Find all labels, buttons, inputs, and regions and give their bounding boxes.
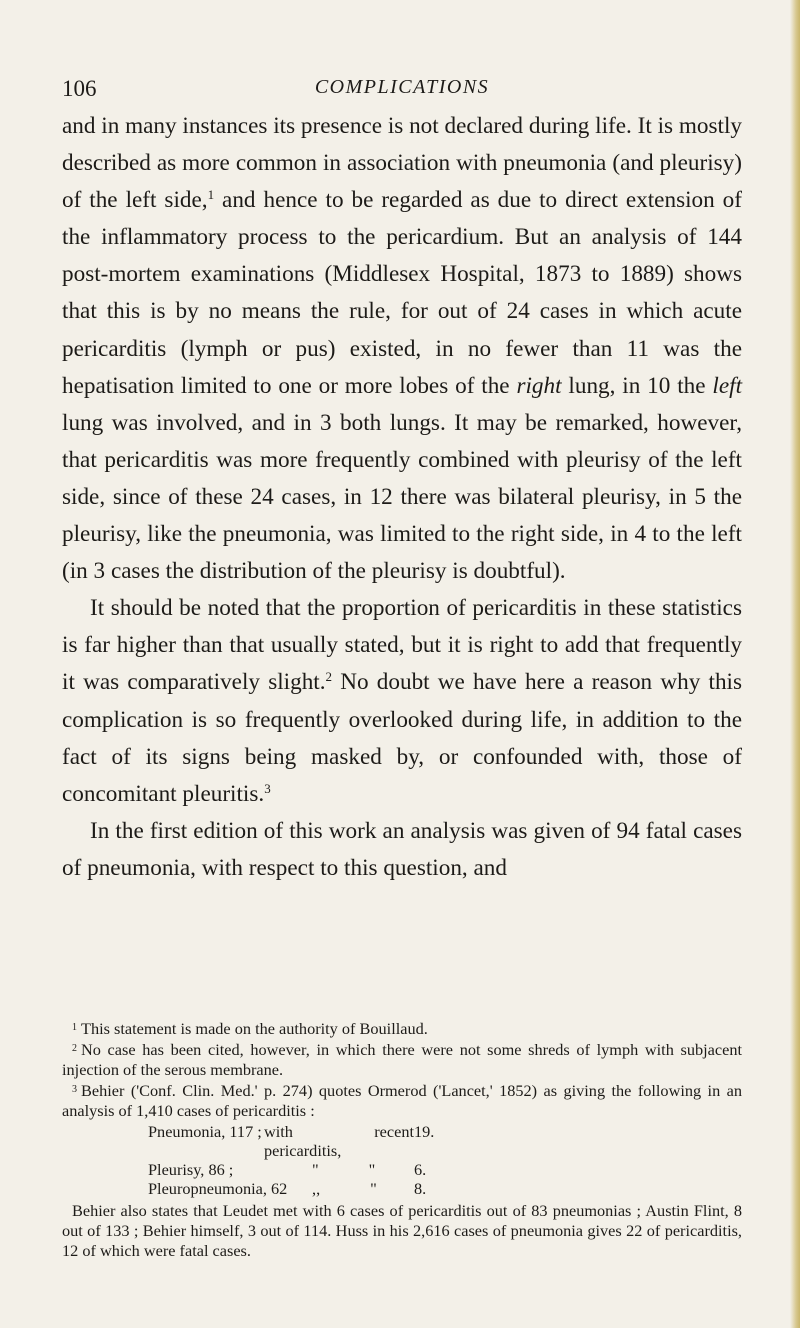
pericarditis-stats-table bbox=[148, 1122, 508, 1198]
paragraph-2 bbox=[62, 590, 742, 813]
stats-qualifier bbox=[264, 1160, 414, 1179]
emphasis-left: left bbox=[712, 372, 743, 399]
stats-row bbox=[148, 1160, 508, 1179]
footnote-1-mark: 1 bbox=[72, 1022, 77, 1033]
footnote-1 bbox=[62, 1018, 742, 1039]
stats-label: Pneumonia, 117 ; bbox=[148, 1122, 262, 1141]
stats-label: Pleuropneumonia, 62 bbox=[148, 1179, 288, 1198]
ditto-mark: " bbox=[368, 1160, 376, 1179]
stats-row bbox=[148, 1179, 508, 1198]
paragraph-1-text-d: lung was involved, and in 3 both lungs. It may be remarked, however, that pericarditis was more frequently combined with pleurisy of the left side, since of these 24 cases, in 12 there was bilateral pleurisy, in 5 the pleurisy, like the pneumonia, was limited to the right side, in 4 to the left (in 3 cases the distribution of the pleurisy is doubtful). bbox=[62, 409, 742, 585]
paragraph-1 bbox=[62, 108, 742, 590]
footnote-3 bbox=[62, 1080, 742, 1121]
ditto-mark: " bbox=[312, 1160, 319, 1179]
footnote-1-text: This statement is made on the authority of Bouillaud. bbox=[81, 1019, 428, 1038]
footnote-ref-3: 3 bbox=[264, 780, 271, 796]
stats-value: 19. bbox=[414, 1122, 435, 1141]
footnote-2 bbox=[62, 1039, 742, 1080]
footnote-2-text: No case has been cited, however, in which there were not some shreds of lymph with subjacent injection of the serous membrane. bbox=[62, 1040, 742, 1079]
paragraph-1-text: and in many instances its presence is not declared during life. It is mostly described as more common in association with pneumonia (and pleurisy) of the left side, bbox=[62, 113, 743, 214]
footnote-ref-1: 1 bbox=[207, 187, 215, 203]
footnote-3-mark: 3 bbox=[72, 1084, 77, 1095]
footnote-3-text: Behier ('Conf. Clin. Med.' p. 274) quotes Ormerod ('Lancet,' 1852) as giving the following in an analysis of 1,410 cases of pericarditis : bbox=[62, 1081, 742, 1120]
page-number: 106 bbox=[62, 76, 97, 101]
stats-row bbox=[148, 1122, 508, 1160]
ditto-mark: ,, bbox=[312, 1179, 321, 1198]
stats-qualifier: with recent pericarditis, bbox=[264, 1122, 414, 1160]
stats-label: Pleurisy, 86 ; bbox=[148, 1160, 234, 1179]
paragraph-2-text: It should be noted that the proportion of pericarditis in these statistics is far higher than that usually stated, but it is right to add that frequently it was comparatively slight. bbox=[62, 595, 742, 696]
footnotes bbox=[62, 1018, 742, 1261]
paragraph-1-text-c: lung, in 10 the bbox=[561, 372, 713, 399]
page-edge bbox=[790, 0, 800, 1328]
stats-qualifier bbox=[308, 1179, 414, 1198]
ditto-mark: " bbox=[370, 1179, 377, 1198]
paragraph-2-text-b: No doubt we have here a reason why this complication is so frequently overlooked during life, in addition to the fact of its signs being masked by, or confounded with, those of concomitant pleuritis. bbox=[62, 669, 743, 807]
running-head: COMPLICATIONS bbox=[314, 76, 490, 98]
paragraph-1-text-b: and hence to be regarded as due to direct extension of the inflammatory process to the pericardium. But an analysis of 144 post-mortem examinations (Middlesex Hospital, 1873 to 1889) shows that this is by no means the rule, for out of 24 cases in which acute pericarditis (lymph or pus) existed, in no fewer than 11 was the hepatisation limited to one or more lobes of the bbox=[62, 187, 742, 399]
body-text bbox=[62, 108, 742, 887]
stats-value: 6. bbox=[414, 1160, 427, 1179]
paragraph-3: In the first edition of this work an analysis was given of 94 fatal cases of pneumonia, with respect to this question, and bbox=[62, 817, 742, 881]
page-header bbox=[62, 76, 742, 106]
emphasis-right: right bbox=[516, 372, 562, 399]
footnote-ref-2: 2 bbox=[325, 669, 333, 685]
stats-value: 8. bbox=[414, 1179, 427, 1198]
footnote-2-mark: 2 bbox=[72, 1043, 77, 1054]
footnote-3-continued: Behier also states that Leudet met with 6 cases of pericarditis out of 83 pneumonias ; Austin Flint, 8 out of 133 ; Behier himself, 3 out of 114. Huss in his 2,616 cases of pneumonia gives 22 of pericarditis, 12 of which were fatal cases. bbox=[62, 1201, 742, 1260]
